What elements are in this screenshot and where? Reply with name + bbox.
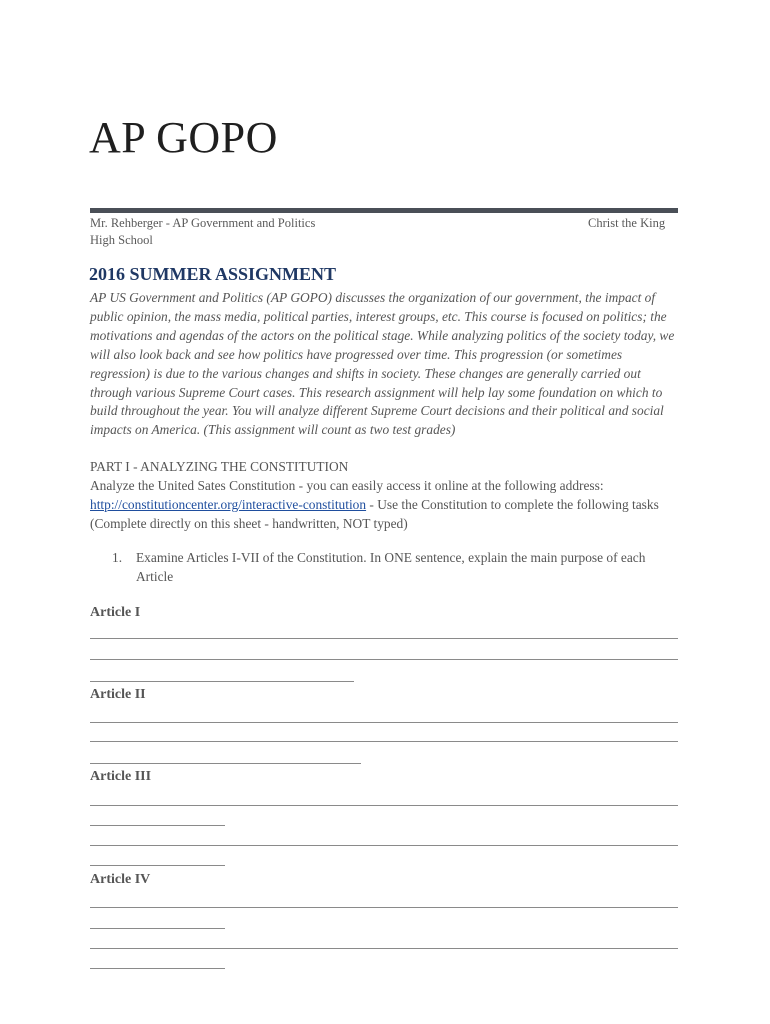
answer-line[interactable] — [90, 659, 678, 660]
answer-line[interactable] — [90, 865, 225, 866]
article-2-label: Article II — [90, 687, 146, 702]
answer-line[interactable] — [90, 681, 354, 682]
answer-line[interactable] — [90, 763, 361, 764]
answer-line[interactable] — [90, 948, 678, 949]
answer-line[interactable] — [90, 928, 225, 929]
part-one-note: (Complete directly on this sheet - handwritten, NOT typed) — [90, 515, 408, 531]
school-name-continued: High School — [90, 233, 153, 247]
part-one-link-suffix: - Use the Constitution to complete the following tasks — [366, 496, 659, 512]
part-one-instructions: Analyze the United Sates Constitution - you can easily access it online at the following address: — [90, 477, 604, 493]
answer-line[interactable] — [90, 968, 225, 969]
assignment-heading: 2016 SUMMER ASSIGNMENT — [89, 264, 337, 284]
part-one-link-line — [90, 496, 690, 515]
answer-line[interactable] — [90, 825, 225, 826]
article-1-label: Article I — [90, 605, 141, 620]
header-rule — [90, 208, 678, 213]
answer-line[interactable] — [90, 741, 678, 742]
answer-line[interactable] — [90, 722, 678, 723]
part-one-heading: PART I - ANALYZING THE CONSTITUTION — [90, 459, 349, 474]
question-number: 1. — [112, 550, 123, 565]
question-1 — [112, 549, 672, 587]
school-name: Christ the King — [588, 216, 666, 230]
question-text: Examine Articles I-VII of the Constitution. In ONE sentence, explain the main purpose of each Article — [136, 550, 646, 584]
answer-line[interactable] — [90, 638, 678, 639]
assignment-intro: AP US Government and Politics (AP GOPO) discusses the organization of our government, the impact of public opinion, the mass media, political parties, interest groups, etc. This course is focused on politics; the motivations and agendas of the actors on the political stage. While analyzing politics of the society today, we will also look back and see how politics have progressed over time. This progression (or sometimes regression) is due to the various changes and shifts in society. These changes are generally carried out through various Supreme Court cases. This research assignment will help lay some foundation on which to build throughout the year. You will analyze different Supreme Court decisions and their political and social impacts on America. (This assignment will count as two test grades) — [90, 290, 675, 438]
answer-line[interactable] — [90, 845, 678, 846]
article-3-label: Article III — [90, 769, 152, 784]
article-4-label: Article IV — [90, 872, 151, 887]
page-title: AP GOPO — [89, 113, 278, 162]
constitution-link[interactable]: http://constitutioncenter.org/interactive-constitution — [90, 496, 367, 512]
part-one-section — [90, 458, 690, 534]
teacher-course: Mr. Rehberger - AP Government and Politics — [90, 216, 316, 230]
answer-line[interactable] — [90, 805, 678, 806]
answer-line[interactable] — [90, 907, 678, 908]
